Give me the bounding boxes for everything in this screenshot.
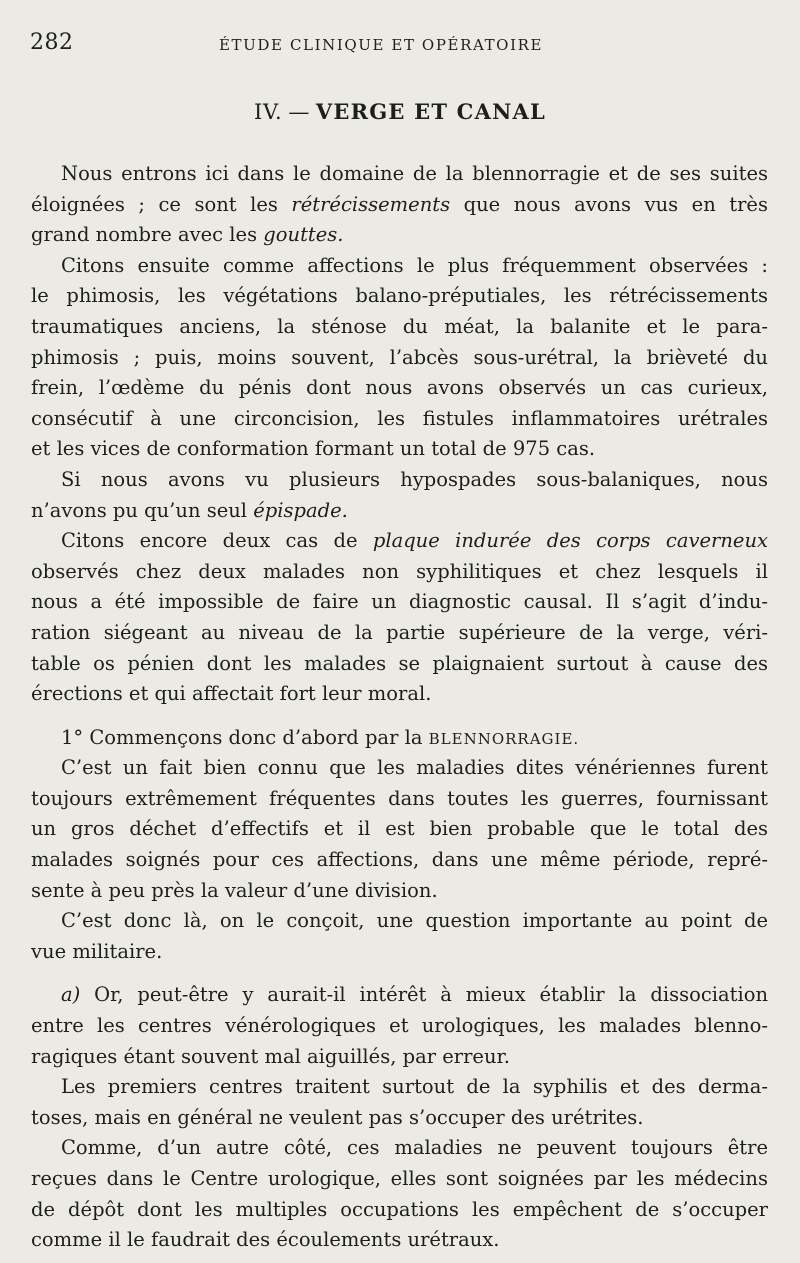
text-line: grand nombre avec les gouttes. [31, 223, 344, 247]
text-line: Nous entrons ici dans le domaine de la blennorragie et de ses suites [61, 162, 768, 185]
text-line: phimosis ; puis, moins souvent, l’abcès sous-urétral, la brièveté du [31, 345, 768, 369]
text-line: n’avons pu qu’un seul épispade. [31, 498, 348, 522]
text-line: 1° Commençons donc d’abord par la BLENNORRAGIE. [61, 725, 580, 749]
text-line: consécutif à une circoncision, les fistules inflammatoires urétrales [31, 406, 768, 430]
text-line: ragiques étant souvent mal aiguillés, par erreur. [31, 1044, 510, 1068]
text-line: nous a été impossible de faire un diagnostic causal. Il s’agit d’indu- [31, 590, 768, 614]
section-number: IV. [254, 100, 283, 124]
text-line: malades soignés pour ces affections, dans une même période, repré- [31, 848, 768, 872]
text-line: sente à peu près la valeur d’une division. [31, 878, 438, 902]
text-line: toses, mais en général ne veulent pas s’occuper des urétrites. [31, 1105, 644, 1129]
text-line: Comme, d’un autre côté, ces maladies ne peuvent toujours être [61, 1136, 768, 1160]
text-line: vue militaire. [31, 939, 163, 963]
text-line: un gros déchet d’effectifs et il est bien probable que le total des [31, 817, 768, 841]
text-line: éloignées ; ce sont les rétrécissements que nous avons vus en très [31, 192, 768, 216]
text-line: C’est donc là, on le conçoit, une question importante au point de [61, 909, 768, 933]
text-line: C’est un fait bien connu que les maladies dites vénériennes furent [61, 756, 768, 780]
text-line: observés chez deux malades non syphilitiques et chez lesquels il [31, 559, 768, 583]
text-line: Citons ensuite comme affections le plus fréquemment observées : [61, 253, 768, 277]
text-line: reçues dans le Centre urologique, elles sont soignées par les médecins [31, 1167, 768, 1190]
running-title: ÉTUDE CLINIQUE ET OPÉRATOIRE [219, 36, 544, 54]
text-line: traumatiques anciens, la sténose du méat, la balanite et le para- [31, 314, 768, 338]
text-line: frein, l’œdème du pénis dont nous avons observés un cas curieux, [31, 376, 768, 400]
italic-term: rétrécissements [291, 192, 451, 216]
text-line: toujours extrêmement fréquentes dans toutes les guerres, fournissant [31, 786, 768, 810]
text-line: de dépôt dont les multiples occupations les empêchent de s’occuper [31, 1197, 768, 1221]
text-line: Citons encore deux cas de plaque indurée des corps caverneux [61, 529, 768, 553]
italic-term: épispade. [253, 498, 348, 522]
section-title: VERGE ET CANAL [315, 99, 546, 124]
text-line: érections et qui affectait fort leur moral. [31, 682, 432, 706]
italic-term: gouttes. [263, 223, 344, 247]
text-line: le phimosis, les végétations balano-préputiales, les rétrécissements [31, 284, 768, 308]
italic-term: plaque indurée des corps caverneux [372, 529, 768, 553]
text-line: et les vices de conformation formant un total de 975 cas. [31, 437, 596, 461]
italic-label: a) [61, 983, 81, 1007]
text-line: table os pénien dont les malades se plaignaient surtout à cause des [31, 651, 768, 675]
page-number: 282 [30, 30, 74, 55]
text-line: entre les centres vénérologiques et urologiques, les malades blenno- [31, 1014, 768, 1038]
text-line: comme il le faudrait des écoulements urétraux. [31, 1228, 500, 1252]
text-line: Si nous avons vu plusieurs hypospades sous-balaniques, nous [61, 467, 768, 491]
text-line: Les premiers centres traitent surtout de la syphilis et des derma- [61, 1075, 768, 1099]
small-caps-term: BLENNORRAGIE. [428, 729, 580, 748]
section-heading [0, 99, 800, 124]
text-line: a) Or, peut-être y aurait-il intérêt à mieux établir la dissociation [61, 983, 768, 1007]
running-head [30, 30, 770, 60]
text-line: ration siégeant au niveau de la partie supérieure de la verge, véri- [31, 620, 768, 644]
section-dash: — [288, 100, 310, 124]
body-text [31, 159, 768, 1256]
